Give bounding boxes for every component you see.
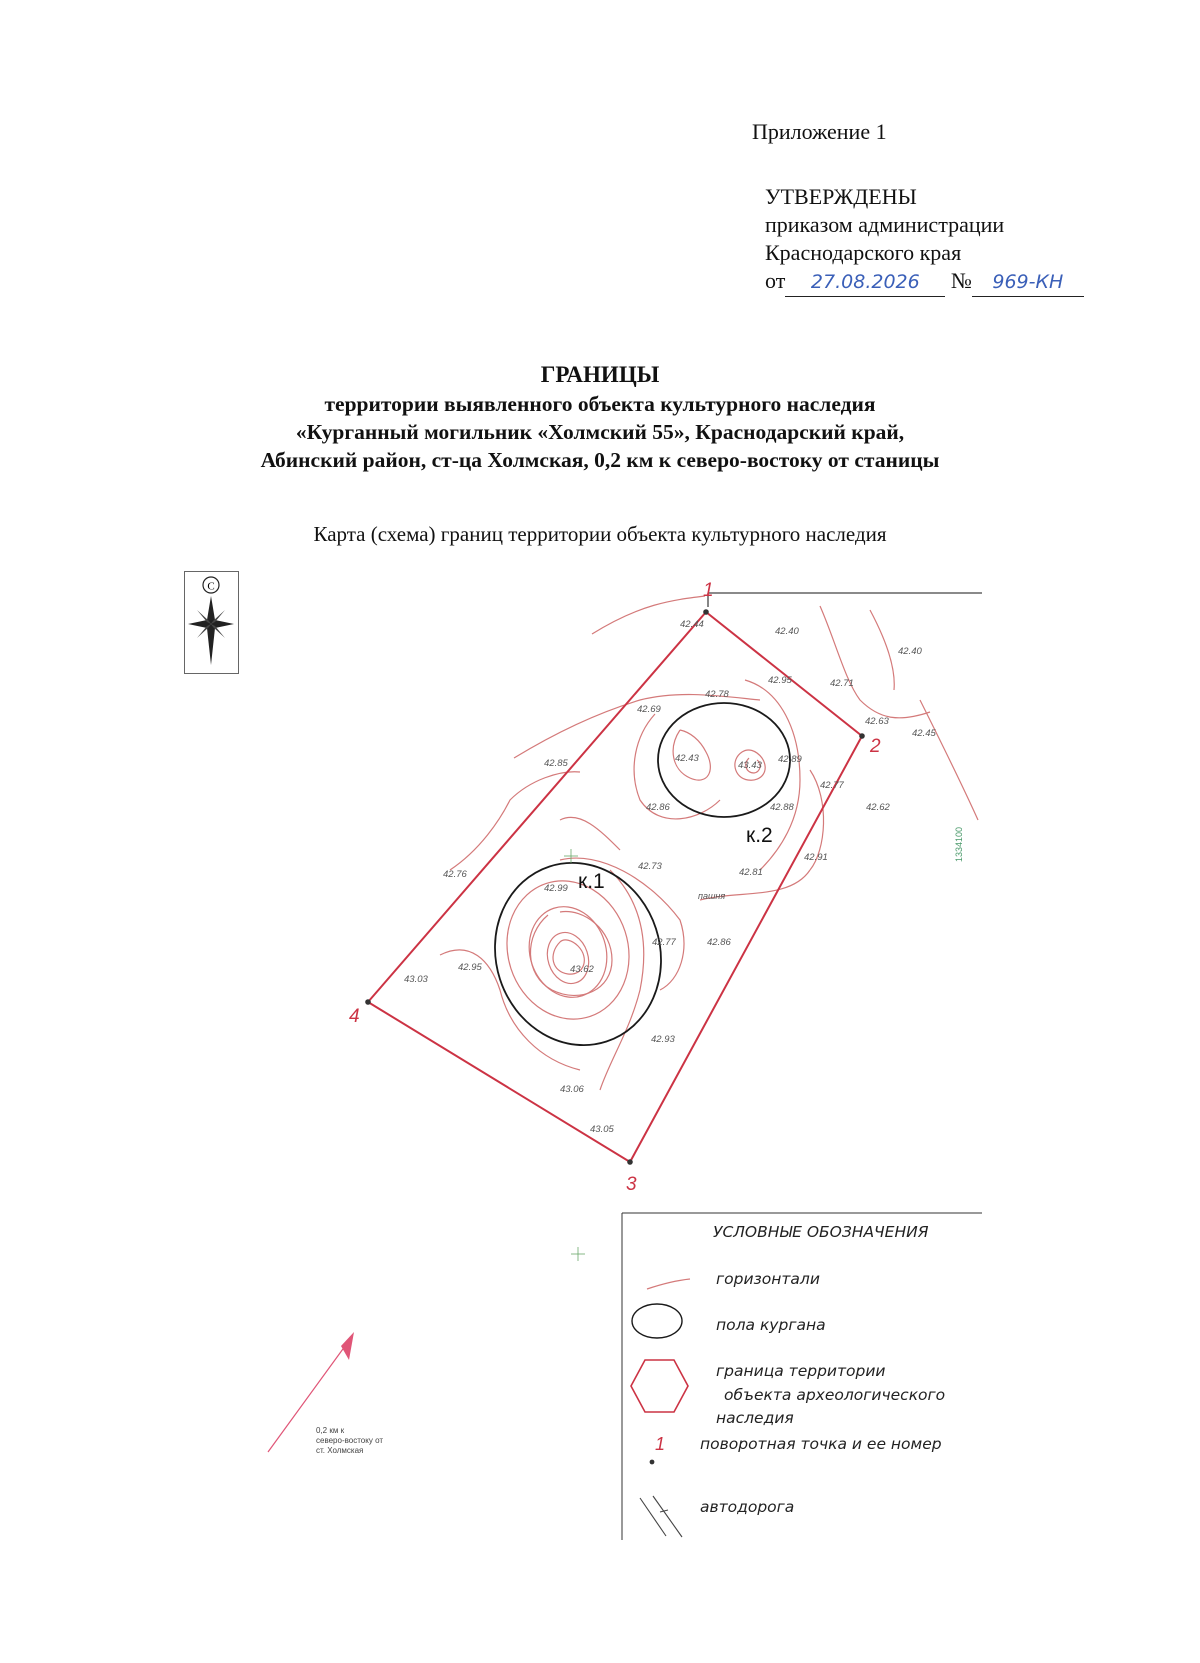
legend-label-boundary-3: наследия	[716, 1409, 794, 1427]
elevation: 42.99	[544, 883, 568, 894]
turning-point-icon	[650, 1434, 665, 1464]
elevation: 43.43	[738, 760, 762, 771]
grid-cross-marks	[564, 849, 585, 1261]
elevation: 42.95	[768, 675, 792, 686]
legend-label-turning-point: поворотная точка и ее номер	[700, 1435, 942, 1453]
elevation: 42.86	[646, 802, 670, 813]
legend-label-contours: горизонтали	[716, 1270, 820, 1288]
elevation: 42.40	[898, 646, 922, 657]
appendix-label: Приложение 1	[752, 119, 887, 144]
elevation: 42.77	[652, 937, 676, 948]
legend-label-road: автодорога	[700, 1498, 795, 1516]
direction-note-line-1: 0,2 км к	[316, 1426, 345, 1435]
turning-point-labels	[349, 580, 881, 1195]
title-line-2: территории выявленного объекта культурного наследия	[324, 392, 876, 416]
legend-label-boundary-2: объекта археологического	[724, 1386, 946, 1404]
turning-point-label-3: 3	[626, 1174, 637, 1195]
coordinate-label: 1334100	[954, 826, 964, 862]
elevation: 42.63	[865, 716, 889, 727]
elevation-marks	[404, 619, 936, 1135]
elevation: 42.45	[912, 728, 936, 739]
mound-label-2: к.2	[746, 824, 773, 847]
turning-point-label-4: 4	[349, 1006, 360, 1027]
elevation: 42.73	[638, 861, 662, 872]
elevation: 42.86	[707, 937, 731, 948]
mound-floor-ellipse-icon	[632, 1304, 682, 1338]
territory-boundary	[365, 609, 865, 1165]
elevation: 42.88	[770, 802, 794, 813]
direction-note	[316, 1426, 383, 1455]
elevation: 42.44	[680, 619, 704, 630]
elevation: 43.03	[404, 974, 428, 985]
road-icon	[640, 1496, 682, 1537]
territory-boundary-hexagon-icon	[631, 1360, 688, 1412]
turning-point-label-2: 2	[870, 736, 881, 757]
direction-note-line-2: северо-востоку от	[316, 1436, 384, 1445]
direction-note-line-3: ст. Холмская	[316, 1446, 364, 1455]
map-caption: Карта (схема) границ территории объекта культурного наследия	[313, 522, 887, 546]
mound-label-1: к.1	[578, 870, 605, 893]
road	[708, 593, 982, 607]
elevation: 42.93	[651, 1034, 675, 1045]
elevation: 42.91	[804, 852, 828, 863]
elevation: 42.76	[443, 869, 467, 880]
field-label: пашня	[698, 891, 726, 901]
turning-point-icon-number: 1	[655, 1434, 666, 1454]
approved-line-1: приказом администрации	[765, 212, 1005, 237]
elevation: 42.40	[775, 626, 799, 637]
date-prefix: от	[765, 268, 786, 293]
elevation: 42.71	[830, 678, 854, 689]
elevation: 42.77	[820, 780, 844, 791]
elevation: 42.62	[866, 802, 890, 813]
legend-label-mound-floor: пола кургана	[716, 1316, 826, 1334]
elevation: 43.05	[590, 1124, 614, 1135]
approved-title: УТВЕРЖДЕНЫ	[765, 184, 917, 209]
legend-label-boundary-1: граница территории	[716, 1362, 886, 1380]
legend	[622, 1213, 982, 1540]
elevation: 42.89	[778, 754, 802, 765]
legend-title: УСЛОВНЫЕ ОБОЗНАЧЕНИЯ	[713, 1223, 929, 1241]
elevation: 42.78	[705, 689, 729, 700]
elevation: 43.06	[560, 1084, 584, 1095]
number-prefix: №	[950, 268, 972, 293]
title-line-3: «Курганный могильник «Холмский 55», Краснодарский край,	[295, 420, 905, 444]
elevation: 42.69	[637, 704, 661, 715]
approval-number: 969-КН	[972, 268, 1084, 297]
elevation: 43.62	[570, 964, 594, 975]
elevation: 42.81	[739, 867, 763, 878]
title-line-4: Абинский район, ст-ца Холмская, 0,2 км к северо-востоку от станицы	[260, 448, 940, 472]
title-line-1: ГРАНИЦЫ	[540, 362, 660, 387]
elevation: 42.85	[544, 758, 568, 769]
elevation: 42.43	[675, 753, 699, 764]
approval-date: 27.08.2026	[785, 268, 945, 297]
turning-point-label-1: 1	[703, 580, 714, 601]
elevation: 42.95	[458, 962, 482, 973]
contour-line-icon	[647, 1279, 690, 1289]
mound-labels	[578, 824, 773, 893]
compass-north-letter: С	[207, 580, 215, 593]
approved-line-2: Краснодарского края	[765, 240, 962, 265]
